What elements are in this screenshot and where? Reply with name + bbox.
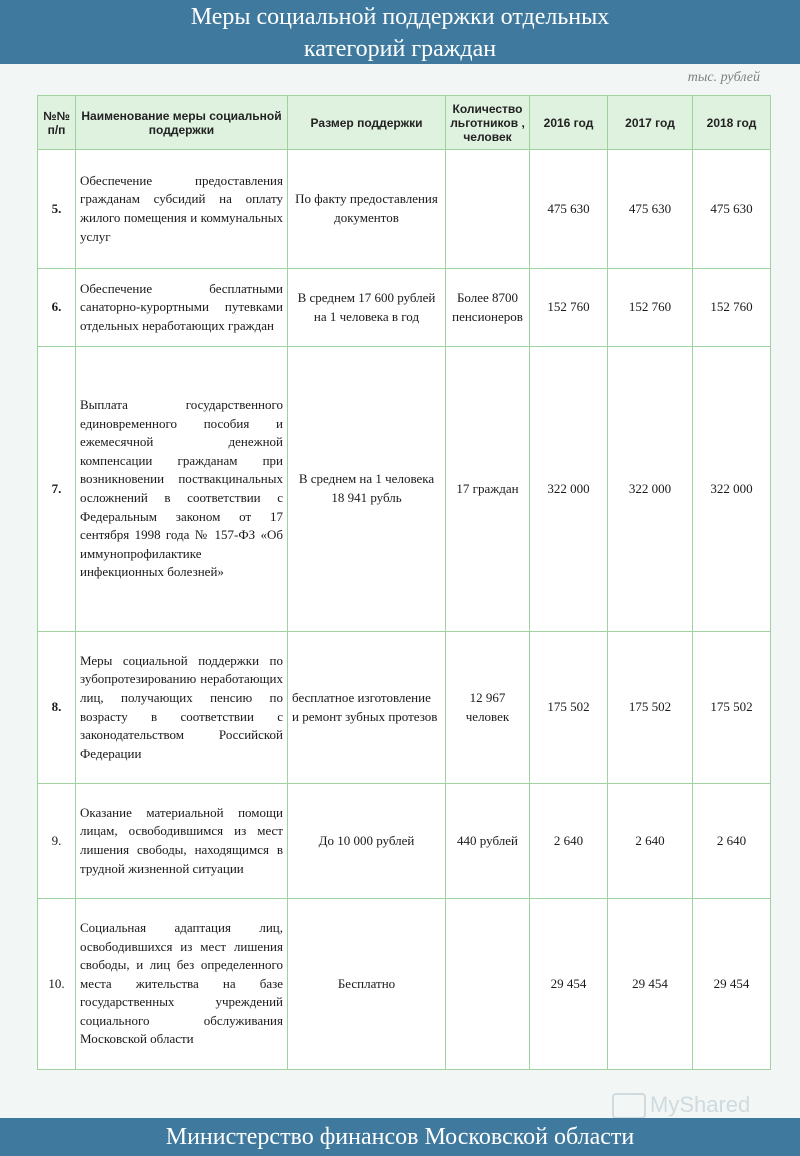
row-number: 8.: [38, 632, 76, 784]
measure-name: Меры социальной поддержки по зубопротезированию неработающих лиц, получающих пенсию по возрасту в соответствии с законодательством Российской Федерации: [76, 632, 288, 784]
col-header-number: №№ п/п: [38, 96, 76, 150]
table-row: [38, 150, 771, 269]
table-row: [38, 347, 771, 632]
footer-text: Министерство финансов Московской области: [165, 1124, 635, 1150]
measure-name: Обеспечение бесплатными санаторно-курортными путевками отдельных неработающих граждан: [76, 269, 288, 347]
value-2016: 2 640: [530, 784, 608, 899]
value-2016: 175 502: [530, 632, 608, 784]
row-number: 10.: [38, 899, 76, 1070]
value-2017: 322 000: [608, 347, 693, 632]
measure-name: Оказание материальной помощи лицам, освободившимся из мест лишения свободы, находящимся в трудной жизненной ситуации: [76, 784, 288, 899]
value-2017: 2 640: [608, 784, 693, 899]
table-row: [38, 269, 771, 347]
col-header-2017: 2017 год: [608, 96, 693, 150]
watermark: [612, 1092, 750, 1119]
support-size: бесплатное изготовление и ремонт зубных протезов: [288, 632, 446, 784]
support-size: Бесплатно: [288, 899, 446, 1070]
value-2018: 475 630: [693, 150, 771, 269]
table-row: [38, 784, 771, 899]
recipient-count: [446, 899, 530, 1070]
watermark-text: MyShared: [650, 1092, 751, 1117]
presentation-icon: [612, 1093, 646, 1119]
value-2017: 175 502: [608, 632, 693, 784]
col-header-size: Размер поддержки: [288, 96, 446, 150]
recipient-count: 17 граждан: [446, 347, 530, 632]
value-2018: 29 454: [693, 899, 771, 1070]
measure-name: Социальная адаптация лиц, освободившихся из мест лишения свободы, и лиц без определенного места жительства на базе государственных учреждений социального обслуживания Московской области: [76, 899, 288, 1070]
col-header-2016: 2016 год: [530, 96, 608, 150]
value-2018: 175 502: [693, 632, 771, 784]
value-2018: 322 000: [693, 347, 771, 632]
value-2016: 152 760: [530, 269, 608, 347]
value-2016: 475 630: [530, 150, 608, 269]
col-header-count: Количество льготников , человек: [446, 96, 530, 150]
value-2016: 322 000: [530, 347, 608, 632]
support-size: В среднем 17 600 рублей на 1 человека в год: [288, 269, 446, 347]
value-2018: 152 760: [693, 269, 771, 347]
page-title-line-1: Меры социальной поддержки отдельных: [190, 4, 610, 30]
page-title-line-2: категорий граждан: [303, 36, 497, 62]
recipient-count: [446, 150, 530, 269]
page-header: [0, 0, 800, 64]
col-header-measure: Наименование меры социальной поддержки: [76, 96, 288, 150]
support-size: До 10 000 рублей: [288, 784, 446, 899]
support-size: В среднем на 1 человека 18 941 рубль: [288, 347, 446, 632]
row-number: 9.: [38, 784, 76, 899]
recipient-count: 440 рублей: [446, 784, 530, 899]
table-row: [38, 632, 771, 784]
value-2018: 2 640: [693, 784, 771, 899]
value-2017: 29 454: [608, 899, 693, 1070]
measure-name: Выплата государственного единовременного пособия и ежемесячной денежной компенсации гражданам при возникновении поствакцинальных осложнений в соответствии с Федеральным законом от 17 сентября 1998 года № 157-ФЗ «Об иммунопрофилактике инфекционных болезней»: [76, 347, 288, 632]
support-measures-table: [37, 95, 771, 1070]
table-header-row: [38, 96, 771, 150]
support-size: По факту предоставления документов: [288, 150, 446, 269]
value-2016: 29 454: [530, 899, 608, 1070]
col-header-2018: 2018 год: [693, 96, 771, 150]
row-number: 7.: [38, 347, 76, 632]
table-row: [38, 899, 771, 1070]
units-label: тыс. рублей: [687, 70, 760, 85]
measure-name: Обеспечение предоставления гражданам субсидий на оплату жилого помещения и коммунальных услуг: [76, 150, 288, 269]
value-2017: 475 630: [608, 150, 693, 269]
recipient-count: 12 967 человек: [446, 632, 530, 784]
row-number: 6.: [38, 269, 76, 347]
page-footer: [0, 1118, 800, 1156]
value-2017: 152 760: [608, 269, 693, 347]
recipient-count: Более 8700 пенсионеров: [446, 269, 530, 347]
row-number: 5.: [38, 150, 76, 269]
